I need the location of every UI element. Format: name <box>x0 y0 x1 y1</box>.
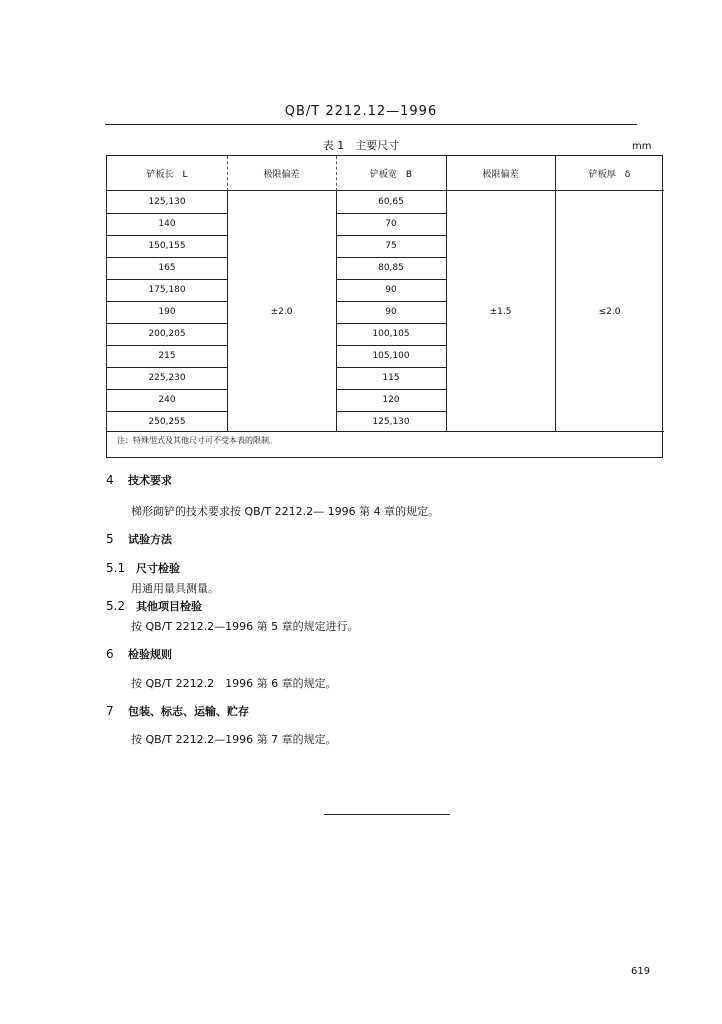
section-5-2-body: 按 QB/T 2212.2—1996 第 5 章的规定进行。 <box>131 620 359 633</box>
column-divider <box>227 156 228 191</box>
section-number: 4 <box>106 473 114 487</box>
width-cell: 60,65 <box>378 197 404 207</box>
section-number: 5.2 <box>106 599 126 613</box>
thickness-cell: ≤2.0 <box>598 306 621 317</box>
length-cell: 200,205 <box>148 329 186 339</box>
section-title: 试验方法 <box>128 533 172 546</box>
section-5-1-body: 用通用量具测量。 <box>131 582 219 595</box>
section-6-heading <box>106 646 172 662</box>
length-cell: 165 <box>158 263 176 273</box>
length-cell: 150,155 <box>148 241 186 251</box>
header-length: 铲板长 L <box>146 170 188 180</box>
column-divider <box>336 156 337 191</box>
section-title: 检验规则 <box>128 648 172 661</box>
section-4-body: 梯形砌铲的技术要求按 QB/T 2212.2— 1996 第 4 章的规定。 <box>131 505 440 518</box>
dimensions-table <box>106 155 663 458</box>
width-tolerance-cell: ±1.5 <box>489 306 512 317</box>
unit-label: mm <box>632 141 652 152</box>
length-cell: 125,130 <box>148 197 186 207</box>
section-title: 技术要求 <box>128 474 172 487</box>
length-cell: 190 <box>158 307 176 317</box>
length-cell: 225,230 <box>148 373 186 383</box>
section-5-2-heading <box>106 598 202 614</box>
table-caption: 表 1 主要尺寸 <box>322 139 400 152</box>
section-5-1-heading <box>106 560 180 576</box>
section-7-body: 按 QB/T 2212.2—1996 第 7 章的规定。 <box>131 733 337 746</box>
table-note: 注：特殊型式及其他尺寸可不受本表的限制。 <box>117 436 277 445</box>
header-rule <box>105 124 637 125</box>
standard-number-header: QB/T 2212.12—1996 <box>284 104 438 119</box>
width-cell: 115 <box>382 373 400 383</box>
header-thickness: 铲板厚 δ <box>588 170 631 180</box>
length-cell: 215 <box>158 351 176 361</box>
section-title: 其他项目检验 <box>136 600 202 613</box>
width-cell: 120 <box>382 395 400 405</box>
section-number: 7 <box>106 704 114 718</box>
note-divider <box>107 431 664 432</box>
section-number: 6 <box>106 647 114 661</box>
width-cell: 80,85 <box>378 263 404 273</box>
length-cell: 250,255 <box>148 416 186 427</box>
length-cell: 140 <box>158 219 176 229</box>
section-title: 尺寸检验 <box>136 562 180 575</box>
section-6-body: 按 QB/T 2212.2 1996 第 6 章的规定。 <box>131 677 337 690</box>
length-cell: 240 <box>158 395 176 405</box>
width-cell: 100,105 <box>372 329 410 339</box>
length-tolerance-cell: ±2.0 <box>270 306 293 317</box>
width-cell: 90 <box>385 307 397 317</box>
width-cell: 70 <box>385 219 397 229</box>
header-length-tolerance: 极限偏差 <box>263 170 300 180</box>
section-title: 包装、标志、运输、贮存 <box>128 705 249 718</box>
width-cell: 105,100 <box>372 351 410 361</box>
header-width: 铲板宽 B <box>369 170 413 180</box>
section-4-heading <box>106 472 172 488</box>
page-number: 619 <box>631 966 651 977</box>
length-cell: 175,180 <box>148 285 186 295</box>
section-number: 5 <box>106 532 114 546</box>
section-5-heading <box>106 531 172 547</box>
width-cell: 125,130 <box>372 416 410 427</box>
width-cell: 75 <box>385 241 397 251</box>
width-cell: 90 <box>385 285 397 295</box>
section-number: 5.1 <box>106 561 126 575</box>
header-width-tolerance: 极限偏差 <box>482 170 519 180</box>
section-7-heading <box>106 703 249 719</box>
end-of-document-rule <box>324 814 450 815</box>
